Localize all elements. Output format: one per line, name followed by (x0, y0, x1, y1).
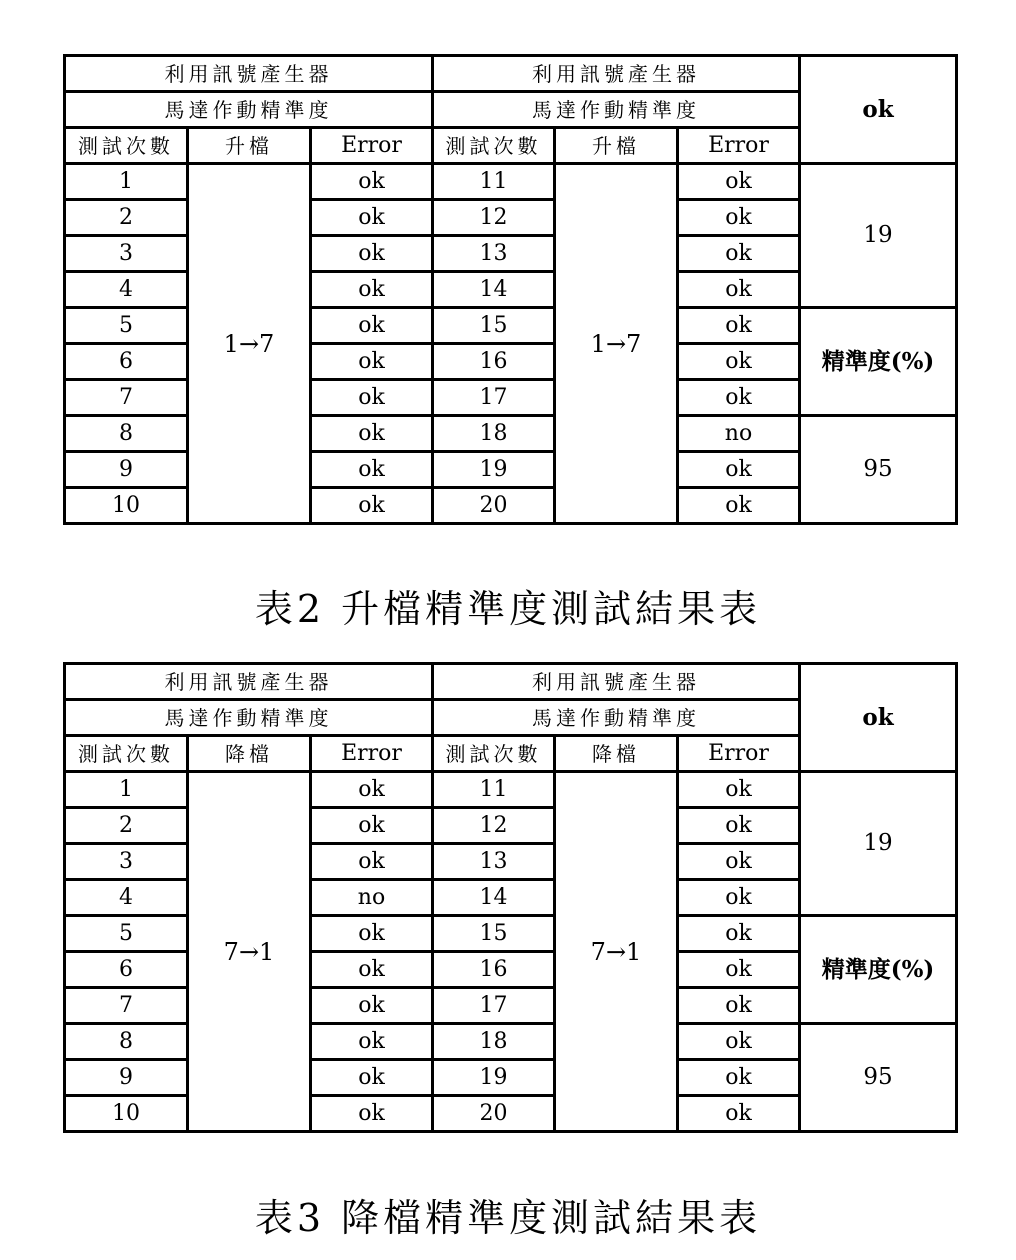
trial-number: 11 (433, 772, 555, 808)
side-accuracy-label: 精準度(%) (800, 916, 957, 1024)
shift-range: 1→7 (188, 164, 311, 524)
trial-number: 18 (433, 416, 555, 452)
column-header-error: Error (311, 736, 433, 772)
column-header-error: Error (678, 736, 800, 772)
error-result: ok (311, 452, 433, 488)
trial-number: 10 (65, 1096, 188, 1132)
trial-number: 10 (65, 488, 188, 524)
trial-number: 13 (433, 236, 555, 272)
column-header-shift: 升檔 (555, 128, 678, 164)
error-result: ok (311, 164, 433, 200)
trial-number: 13 (433, 844, 555, 880)
error-result: ok (678, 1060, 800, 1096)
trial-number: 14 (433, 880, 555, 916)
error-result: ok (678, 380, 800, 416)
trial-number: 7 (65, 988, 188, 1024)
shift-range: 1→7 (555, 164, 678, 524)
error-result: ok (678, 308, 800, 344)
error-result: ok (678, 844, 800, 880)
trial-number: 18 (433, 1024, 555, 1060)
header-row (65, 664, 957, 700)
column-header-error: Error (678, 128, 800, 164)
trial-number: 7 (65, 380, 188, 416)
header-title-right: 利用訊號產生器 (433, 664, 800, 700)
error-result: ok (678, 1024, 800, 1060)
header-title-left: 利用訊號產生器 (65, 664, 433, 700)
trial-number: 8 (65, 1024, 188, 1060)
side-accuracy-value: 95 (800, 1024, 957, 1132)
error-result: no (678, 416, 800, 452)
header-subtitle-left: 馬達作動精準度 (65, 92, 433, 128)
error-result: ok (678, 164, 800, 200)
trial-number: 2 (65, 200, 188, 236)
error-result: ok (678, 916, 800, 952)
side-ok-label: ok (800, 664, 957, 772)
side-ok-label: ok (800, 56, 957, 164)
header-title-right: 利用訊號產生器 (433, 56, 800, 92)
error-result: ok (678, 772, 800, 808)
trial-number: 19 (433, 1060, 555, 1096)
error-result: ok (678, 344, 800, 380)
shift-range: 7→1 (555, 772, 678, 1132)
trial-number: 17 (433, 988, 555, 1024)
error-result: ok (678, 200, 800, 236)
error-result: ok (311, 1096, 433, 1132)
column-header-error: Error (311, 128, 433, 164)
error-result: ok (311, 416, 433, 452)
trial-number: 16 (433, 344, 555, 380)
trial-number: 4 (65, 272, 188, 308)
trial-number: 6 (65, 952, 188, 988)
trial-number: 4 (65, 880, 188, 916)
downshift-accuracy-table (63, 662, 958, 1133)
header-row (65, 56, 957, 92)
error-result: ok (311, 1060, 433, 1096)
error-result: ok (311, 200, 433, 236)
error-result: ok (311, 236, 433, 272)
header-subtitle-right: 馬達作動精準度 (433, 92, 800, 128)
header-subtitle-right: 馬達作動精準度 (433, 700, 800, 736)
trial-number: 2 (65, 808, 188, 844)
error-result: ok (311, 844, 433, 880)
trial-number: 14 (433, 272, 555, 308)
side-ok-count: 19 (800, 772, 957, 916)
trial-number: 11 (433, 164, 555, 200)
trial-number: 20 (433, 488, 555, 524)
side-ok-count: 19 (800, 164, 957, 308)
column-header-trial: 測試次數 (433, 128, 555, 164)
error-result: ok (678, 272, 800, 308)
side-accuracy-label: 精準度(%) (800, 308, 957, 416)
error-result: ok (678, 1096, 800, 1132)
trial-number: 8 (65, 416, 188, 452)
error-result: ok (311, 488, 433, 524)
header-subtitle-left: 馬達作動精準度 (65, 700, 433, 736)
trial-number: 1 (65, 772, 188, 808)
error-result: ok (311, 916, 433, 952)
error-result: ok (678, 488, 800, 524)
error-result: ok (678, 880, 800, 916)
error-result: ok (311, 272, 433, 308)
error-result: ok (678, 236, 800, 272)
trial-number: 3 (65, 236, 188, 272)
error-result: ok (311, 772, 433, 808)
shift-range: 7→1 (188, 772, 311, 1132)
error-result: ok (311, 380, 433, 416)
header-title-left: 利用訊號產生器 (65, 56, 433, 92)
trial-number: 1 (65, 164, 188, 200)
trial-number: 3 (65, 844, 188, 880)
table-row (65, 164, 957, 200)
error-result: ok (311, 988, 433, 1024)
table-caption: 表2 升檔精準度測試結果表 (254, 587, 762, 631)
trial-number: 5 (65, 308, 188, 344)
trial-number: 15 (433, 916, 555, 952)
trial-number: 12 (433, 808, 555, 844)
table-row (65, 772, 957, 808)
column-header-shift: 降檔 (188, 736, 311, 772)
error-result: ok (311, 1024, 433, 1060)
column-header-shift: 降檔 (555, 736, 678, 772)
trial-number: 6 (65, 344, 188, 380)
error-result: ok (678, 808, 800, 844)
error-result: ok (678, 452, 800, 488)
trial-number: 16 (433, 952, 555, 988)
trial-number: 9 (65, 1060, 188, 1096)
column-header-shift: 升檔 (188, 128, 311, 164)
trial-number: 12 (433, 200, 555, 236)
side-accuracy-value: 95 (800, 416, 957, 524)
error-result: ok (311, 808, 433, 844)
table-caption: 表3 降檔精準度測試結果表 (254, 1196, 762, 1240)
trial-number: 17 (433, 380, 555, 416)
upshift-accuracy-table (63, 54, 958, 525)
trial-number: 5 (65, 916, 188, 952)
error-result: ok (678, 988, 800, 1024)
trial-number: 19 (433, 452, 555, 488)
trial-number: 20 (433, 1096, 555, 1132)
error-result: no (311, 880, 433, 916)
error-result: ok (311, 308, 433, 344)
error-result: ok (311, 952, 433, 988)
error-result: ok (311, 344, 433, 380)
trial-number: 15 (433, 308, 555, 344)
column-header-trial: 測試次數 (65, 128, 188, 164)
column-header-trial: 測試次數 (433, 736, 555, 772)
column-header-trial: 測試次數 (65, 736, 188, 772)
trial-number: 9 (65, 452, 188, 488)
error-result: ok (678, 952, 800, 988)
